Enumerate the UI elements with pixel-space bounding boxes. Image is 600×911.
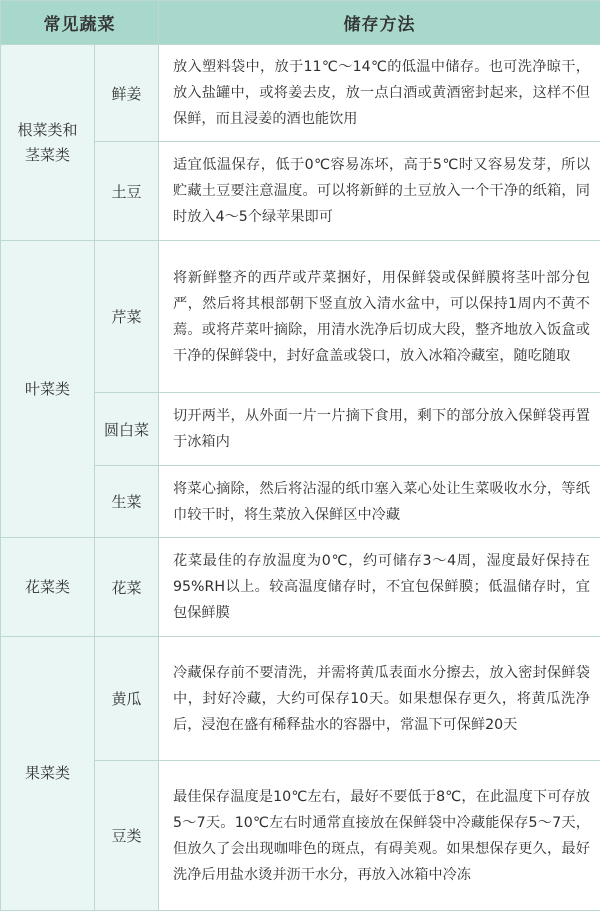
veg-name-ginger: 鲜姜: [95, 45, 159, 142]
veg-name-potato: 土豆: [95, 142, 159, 241]
method-cabbage: 切开两半，从外面一片一片摘下食用，剩下的部分放入保鲜袋再置于冰箱内: [159, 393, 600, 466]
method-cucumber: 冷藏保存前不要清洗，并需将黄瓜表面水分擦去，放入密封保鲜袋中，封好冷藏，大约可保存10天。如果想保存更久，将黄瓜洗净后，浸泡在盛有稀释盐水的容器中，常温下可保鲜20天: [159, 637, 600, 761]
group-fruit: 果菜类: [1, 637, 95, 911]
group-flower: 花菜类: [1, 538, 95, 637]
method-potato: 适宜低温保存，低于0℃容易冻坏，高于5℃时又容易发芽，所以贮藏土豆要注意温度。可以将新鲜的土豆放入一个干净的纸箱，同时放入4～5个绿苹果即可: [159, 142, 600, 241]
table-header-row: [1, 1, 600, 45]
header-common-vegetables: 常见蔬菜: [1, 1, 159, 45]
table-row: [1, 241, 600, 393]
method-ginger: 放入塑料袋中，放于11℃～14℃的低温中储存。也可洗净晾干，放入盐罐中，或将姜去皮，放一点白酒或黄酒密封起来，这样不但保鲜，而且浸姜的酒也能饮用: [159, 45, 600, 142]
group-label-line: 茎菜类: [25, 146, 70, 164]
veg-name-beans: 豆类: [95, 761, 159, 911]
veg-name-cabbage: 圆白菜: [95, 393, 159, 466]
table-row: [1, 637, 600, 761]
veg-name-cucumber: 黄瓜: [95, 637, 159, 761]
veg-name-cauliflower: 花菜: [95, 538, 159, 637]
group-root-stem: [1, 45, 95, 241]
group-leafy: 叶菜类: [1, 241, 95, 538]
method-beans: 最佳保存温度是10℃左右，最好不要低于8℃，在此温度下可存放5～7天。10℃左右时通常直接放在保鲜袋中冷藏能保存5～7天，但放久了会出现咖啡色的斑点，有碍美观。如果想保存更久，最好洗净后用盐水烫并沥干水分，再放入冰箱中冷冻: [159, 761, 600, 911]
group-label-line: 根菜类和: [17, 121, 77, 139]
table-row: [1, 538, 600, 637]
method-lettuce: 将菜心摘除，然后将沾湿的纸巾塞入菜心处让生菜吸收水分，等纸巾较干时，将生菜放入保鲜区中冷藏: [159, 466, 600, 538]
veg-name-celery: 芹菜: [95, 241, 159, 393]
header-storage-method: 储存方法: [159, 1, 600, 45]
method-cauliflower: 花菜最佳的存放温度为0℃，约可储存3～4周，湿度最好保持在95%RH以上。较高温度储存时，不宜包保鲜膜；低温储存时，宜包保鲜膜: [159, 538, 600, 637]
veg-name-lettuce: 生菜: [95, 466, 159, 538]
method-celery: 将新鲜整齐的西芹或芹菜捆好，用保鲜袋或保鲜膜将茎叶部分包严，然后将其根部朝下竖直放入清水盆中，可以保持1周内不黄不蔫。或将芹菜叶摘除，用清水洗净后切成大段，整齐地放入饭盒或干净的保鲜袋中，封好盒盖或袋口，放入冰箱冷藏室，随吃随取: [159, 241, 600, 393]
table-row: [1, 45, 600, 142]
